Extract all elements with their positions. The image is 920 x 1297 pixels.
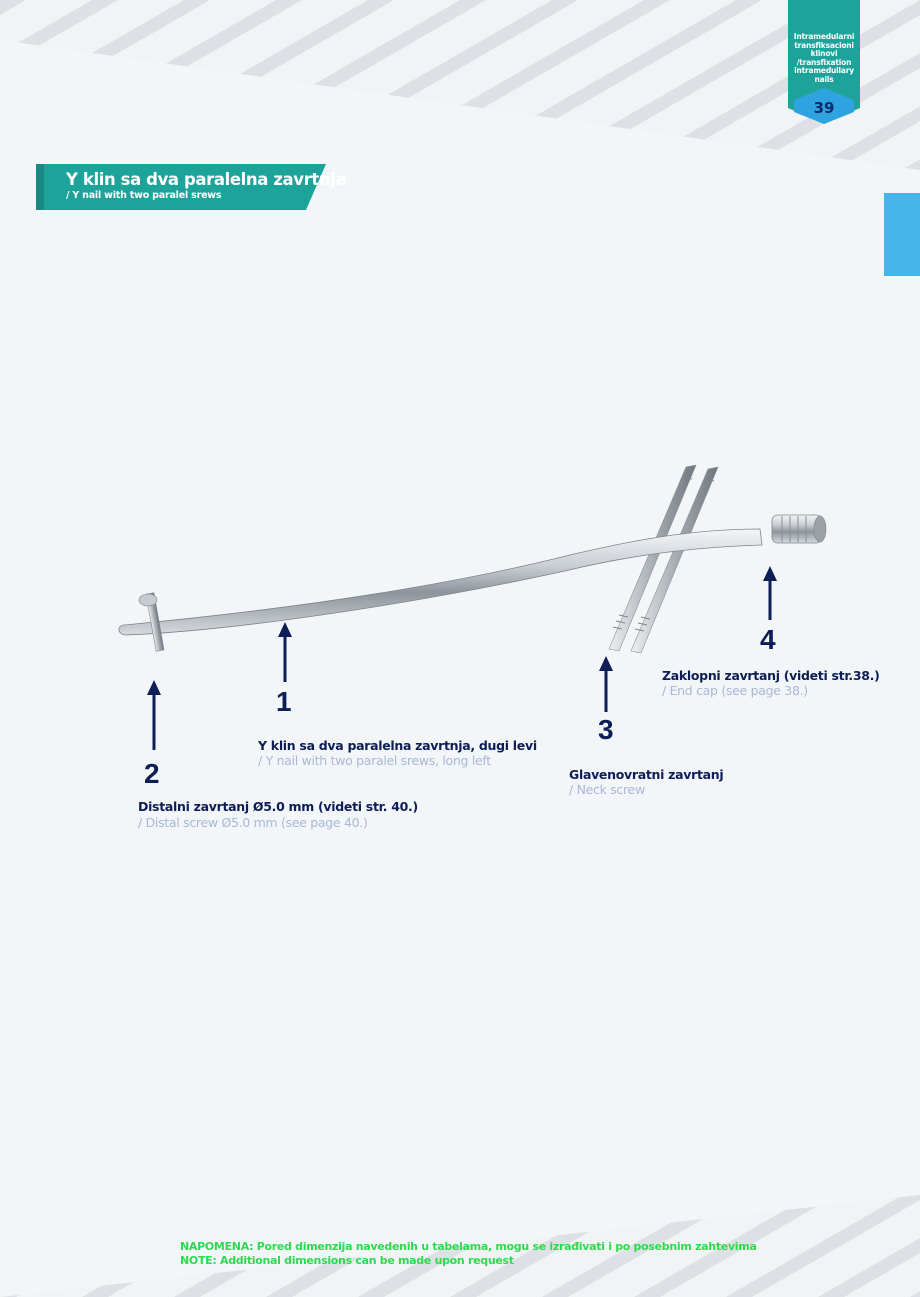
callout-label-4-en: / End cap (see page 38.): [662, 683, 808, 698]
callout-label-3-en: / Neck screw: [569, 782, 645, 797]
callout-label-3: Glavenovratni zavrtanj: [569, 767, 724, 782]
neck-screws: [609, 465, 718, 653]
callout-number-3: 3: [598, 714, 614, 745]
callout-number-2: 2: [144, 758, 160, 789]
page-subtitle: / Y nail with two paralel srews: [66, 190, 222, 201]
page-title: Y klin sa dva paralelna zavrtnja: [66, 170, 347, 189]
callout-number-4: 4: [760, 624, 776, 655]
callout-arrow-2: [146, 680, 162, 750]
callout-label-1: Y klin sa dva paralelna zavrtnja, dugi levi: [258, 738, 537, 753]
callout-number-1: 1: [276, 686, 292, 717]
note-line-1: NAPOMENA: Pored dimenzija navedenih u tabelama, mogu se izrađivati i po posebnim zahtevima: [180, 1240, 757, 1253]
callout-arrow-4: [762, 566, 778, 620]
callout-label-2: Distalni zavrtanj Ø5.0 mm (videti str. 40.): [138, 799, 418, 814]
end-cap: [772, 515, 826, 543]
callout-arrow-1: [277, 622, 293, 682]
callout-label-1-en: / Y nail with two paralel srews, long left: [258, 753, 491, 768]
y-nail-illustration: [110, 455, 840, 675]
callout-label-4: Zaklopni zavrtanj (videti str.38.): [662, 668, 880, 683]
callout-arrow-3: [598, 656, 614, 712]
section-label: Intramedularni transfiksacioni klinovi /transfixation intramedullary nails: [793, 32, 855, 84]
background-stripes-top: [0, 0, 920, 170]
side-section-tab: [884, 193, 920, 276]
callout-label-2-en: / Distal screw Ø5.0 mm (see page 40.): [138, 815, 368, 830]
page-number: 39: [813, 99, 835, 117]
note-line-2: NOTE: Additional dimensions can be made upon request: [180, 1254, 514, 1267]
